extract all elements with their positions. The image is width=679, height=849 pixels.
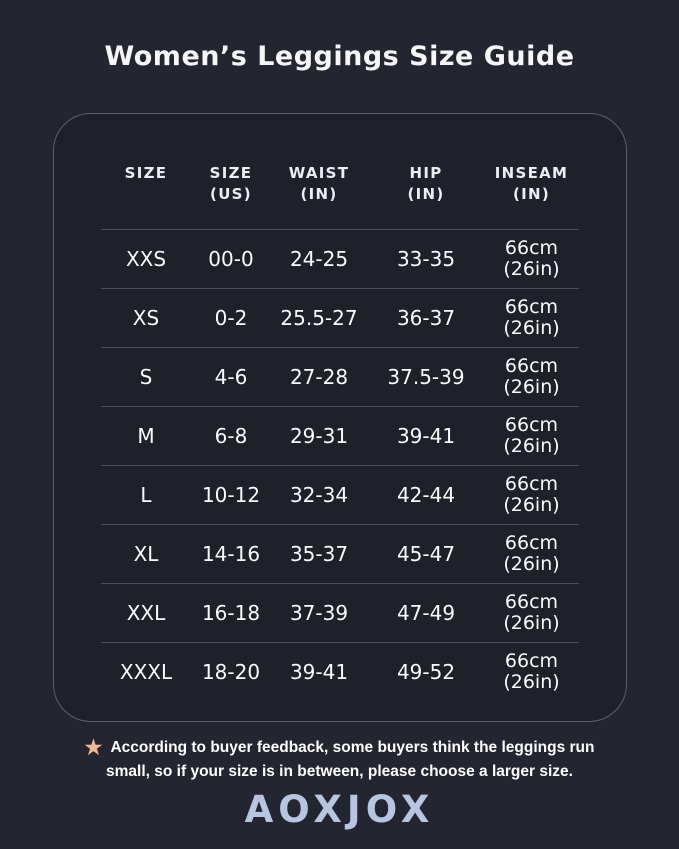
cell-size: XXS bbox=[125, 247, 167, 271]
cell-size-us: 16-18 bbox=[201, 601, 261, 625]
cell-size: M bbox=[137, 424, 155, 448]
table-row-m bbox=[101, 406, 579, 465]
cell-size-us: 00-0 bbox=[208, 247, 254, 271]
cell-inseam: 66cm (26in) bbox=[503, 591, 560, 634]
table-row-xl bbox=[101, 524, 579, 583]
cell-hip: 49-52 bbox=[396, 660, 456, 684]
table-row-xxs bbox=[101, 229, 579, 288]
cell-inseam: 66cm (26in) bbox=[503, 473, 560, 516]
column-header-hip: HIP (IN) bbox=[407, 164, 445, 203]
cell-inseam: 66cm (26in) bbox=[503, 650, 560, 693]
cell-size: XXXL bbox=[119, 660, 173, 684]
cell-size: XL bbox=[133, 542, 159, 566]
cell-waist: 29-31 bbox=[289, 424, 349, 448]
buyer-feedback-note bbox=[0, 736, 679, 783]
cell-waist: 39-41 bbox=[289, 660, 349, 684]
size-guide-table bbox=[101, 114, 579, 701]
cell-size: S bbox=[139, 365, 153, 389]
column-header-inseam: INSEAM (IN) bbox=[494, 164, 569, 203]
cell-inseam: 66cm (26in) bbox=[503, 296, 560, 339]
table-row-xs bbox=[101, 288, 579, 347]
cell-waist: 27-28 bbox=[289, 365, 349, 389]
column-header-waist: WAIST (IN) bbox=[288, 164, 350, 203]
cell-size-us: 6-8 bbox=[214, 424, 248, 448]
cell-size-us: 4-6 bbox=[214, 365, 248, 389]
cell-size: L bbox=[140, 483, 152, 507]
cell-waist: 24-25 bbox=[289, 247, 349, 271]
table-row-l bbox=[101, 465, 579, 524]
cell-hip: 39-41 bbox=[396, 424, 456, 448]
brand-logo: AOXJOX bbox=[244, 788, 435, 831]
cell-hip: 37.5-39 bbox=[387, 365, 465, 389]
cell-size: XXL bbox=[126, 601, 166, 625]
page-title: Women’s Leggings Size Guide bbox=[104, 41, 575, 72]
cell-hip: 33-35 bbox=[396, 247, 456, 271]
table-row-xxl bbox=[101, 583, 579, 642]
cell-inseam: 66cm (26in) bbox=[503, 532, 560, 575]
cell-waist: 32-34 bbox=[289, 483, 349, 507]
cell-size-us: 18-20 bbox=[201, 660, 261, 684]
cell-waist: 25.5-27 bbox=[280, 306, 358, 330]
column-header-size: SIZE bbox=[124, 164, 168, 182]
note-line-2: small, so if your size is in between, please choose a larger size. bbox=[106, 763, 573, 780]
cell-inseam: 66cm (26in) bbox=[503, 414, 560, 457]
cell-hip: 42-44 bbox=[396, 483, 456, 507]
cell-inseam: 66cm (26in) bbox=[503, 237, 560, 280]
cell-waist: 35-37 bbox=[289, 542, 349, 566]
cell-size-us: 14-16 bbox=[201, 542, 261, 566]
cell-hip: 45-47 bbox=[396, 542, 456, 566]
cell-waist: 37-39 bbox=[289, 601, 349, 625]
table-row-xxxl bbox=[101, 642, 579, 701]
cell-size: XS bbox=[132, 306, 160, 330]
column-header-size-us: SIZE (US) bbox=[209, 164, 253, 203]
size-guide-card bbox=[53, 113, 627, 722]
cell-hip: 47-49 bbox=[396, 601, 456, 625]
cell-inseam: 66cm (26in) bbox=[503, 355, 560, 398]
cell-hip: 36-37 bbox=[396, 306, 456, 330]
cell-size-us: 10-12 bbox=[201, 483, 261, 507]
table-row-s bbox=[101, 347, 579, 406]
table-header-row bbox=[101, 114, 579, 229]
cell-size-us: 0-2 bbox=[214, 306, 248, 330]
note-line-1: ★ According to buyer feedback, some buyers think the leggings run bbox=[84, 737, 595, 759]
star-icon: ★ bbox=[84, 737, 103, 759]
